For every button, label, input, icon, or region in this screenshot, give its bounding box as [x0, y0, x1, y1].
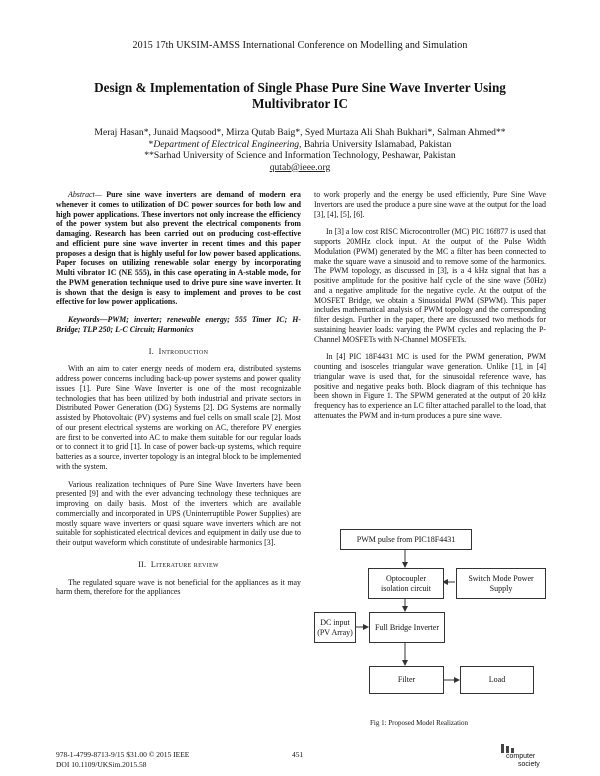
load-block: Load — [460, 666, 534, 694]
smps-block — [456, 568, 546, 599]
dc-input-block — [314, 612, 356, 643]
title-line-1: Design & Implementation of Single Phase Pure Sine Wave Inverter Using — [94, 80, 506, 95]
figure-caption: Fig 1: Proposed Model Realization — [370, 719, 468, 727]
abstract — [56, 190, 301, 307]
logo-text-2: society — [518, 760, 540, 768]
footer-doi: DOI 10.1109/UKSim.2015.58 — [56, 759, 147, 769]
dc-input-label-2: (PV Array) — [317, 627, 353, 637]
intro-paragraph-2: Various realization techniques of Pure Sine Wave Inverters have been presented [9] and with the ever advancing technology these techniques are improving on daily basis. Most of the inverters which are available commercially and incorporated in UPS (Uninterruptible Power Supplies) are mostly square wave inverters or quasi square wave inverters which are not suitable for sophisticated electrical devices and equipment in daily use due to their output waveform which constitute of undesirable harmonics [3]. — [56, 479, 301, 547]
affiliation-1-mark: * — [148, 138, 154, 150]
right-paragraph-0: to work properly and the energy be used efficiently, Pure Sine Wave Invertors are used the produce a pure sine wave at the output for the load [3], [4], [5], [6]. — [314, 190, 546, 219]
paper-title — [70, 80, 530, 112]
filter-block: Filter — [369, 666, 444, 694]
footer-isbn: 978-1-4799-8713-9/15 $31.00 © 2015 IEEE — [56, 750, 190, 759]
author-list: Meraj Hasan*, Junaid Maqsood*, Mirza Qutab Baig*, Syed Murtaza Ali Shah Bukhari*, Salman Ahmed** — [94, 127, 506, 138]
optocoupler-block — [368, 568, 444, 599]
keywords: Keywords—PWM; inverter; renewable energy; 555 Timer IC; H-Bridge; TLP 250; L-C Circuit; Harmonics — [56, 315, 301, 334]
logo-mark-icon — [501, 744, 515, 754]
section-heading-introduction — [56, 347, 301, 357]
right-paragraph-1: In [3] a low cost RISC Microcontroller (MC) PIC 16f877 is used that supports 20MHz clock input. At the output of the Pulse Width Modulation (PWM) generated by the MC a filter has been connected to make the square wave a sinusoid and to remove some of the harmonics. The PWM topology, as discussed in [3], is a 4 kHz signal that has a positive amplitude for the positive half cycle of the sine wave (50Hz) and a negative amplitude for the negative cycle. At the output of the MOSFET Bridge, we obtain a Sinusoidal PWM (SPWM). This paper includes mathematical analysis of PWM topology and the corresponding filter design. Further in the paper, there are discussed two methods for sustaining heavier loads: varying the PWM cycles and replacing the P-Channel MOSFETs with N-Channel MOSFETs. — [314, 227, 546, 344]
abstract-text: Pure sine wave inverters are demand of modern era whenever it comes to utilization of DC power sources for both low and high power applications. These invertors not only increase the efficiency of the power system but also prevent the electrical components from damaging. Research has been carried out on producing cost-effective and efficient pure sine wave inverter in recent times and this paper proposes a design that is highly useful for low power based applications. Paper focuses on utilizing renewable solar energy by incorporating Multi vibrator IC (NE 555), in this case operating in A-stable mode, for the PWM generation technique used to drive pure sine wave inverter. It is shown that the design is easy to implement and proves to be cost effective for low power applications. — [56, 190, 301, 307]
page-number: 451 — [292, 750, 304, 759]
footer-copyright — [56, 750, 189, 769]
computer-society-logo — [498, 747, 540, 768]
section-number: I. — [148, 346, 155, 356]
right-column — [314, 190, 546, 421]
section-title: Literature review — [150, 559, 219, 569]
section-title: Introduction — [158, 346, 209, 356]
contact-email[interactable]: qutab@ieee.org — [269, 161, 331, 173]
section-number: II. — [138, 559, 147, 569]
abstract-label: Abstract— — [68, 190, 102, 199]
conference-header: 2015 17th UKSIM-AMSS International Conference on Modelling and Simulation — [132, 40, 468, 51]
full-bridge-block: Full Bridge Inverter — [369, 612, 445, 643]
optocoupler-label-2: isolation circuit — [381, 583, 431, 593]
affiliation-1-rest: Bahria University Islamabad, Pakistan — [301, 138, 452, 150]
optocoupler-label-1: Optocoupler — [386, 574, 426, 583]
affiliation-1 — [40, 139, 560, 151]
affiliation-1-dept: Department of Electrical Engineering, — [153, 138, 302, 150]
affiliation-2: **Sarhad University of Science and Information Technology, Peshawar, Pakistan — [144, 150, 456, 161]
smps-label-1: Switch Mode Power — [468, 574, 534, 583]
dc-input-label-1: DC input — [320, 618, 350, 627]
intro-paragraph-1: With an aim to cater energy needs of modern era, distributed systems address power concerns including back-up power systems and power quality issues [1]. Pure Sine Wave Inverter is one of the most recognizable technologies that has been utilized by both industrial and private sectors in Distributed Power Generation (DG) Systems [2]. DG Systems are normally assisted by Photovoltaic (PV) systems and fuel cells on small scale [2]. Most of our present electrical systems are working on AC, therefore PV energies are first to be converted into AC to make them suitable for our regular loads or to connect it to grid [1]. In case of power back-up systems, which require batteries as a source, inverter topology is an integral block to be implemented with the system. — [56, 364, 301, 471]
section-heading-literature-review — [56, 560, 301, 570]
logo-text-1: computer — [506, 753, 536, 760]
title-line-2: Multivibrator IC — [251, 96, 349, 111]
left-column — [56, 190, 301, 597]
author-block — [40, 127, 560, 173]
literature-paragraph-1: The regulated square wave is not beneficial for the appliances as it may harm them, therefore for the appliances — [56, 577, 301, 597]
right-paragraph-2: In [4] PIC 18F4431 MC is used for the PWM generation, PWM counting and isosceles triangular wave generation. Unlike [1], in [4] triangular wave is used that, for the sinusoidal reference wave, has positive and negative peaks both. Block diagram of this technique has been shown in Figure 1. The SPWM generated at the output of 20 kHz frequency has to experience an LC filter attached parallel to the load, that attenuates the PWM and in-turn produces a pure sine wave. — [314, 352, 547, 420]
pwm-source-block: PWM pulse from PIC18F4431 — [340, 529, 472, 550]
block-diagram — [310, 527, 550, 707]
smps-label-2: Supply — [489, 583, 513, 593]
